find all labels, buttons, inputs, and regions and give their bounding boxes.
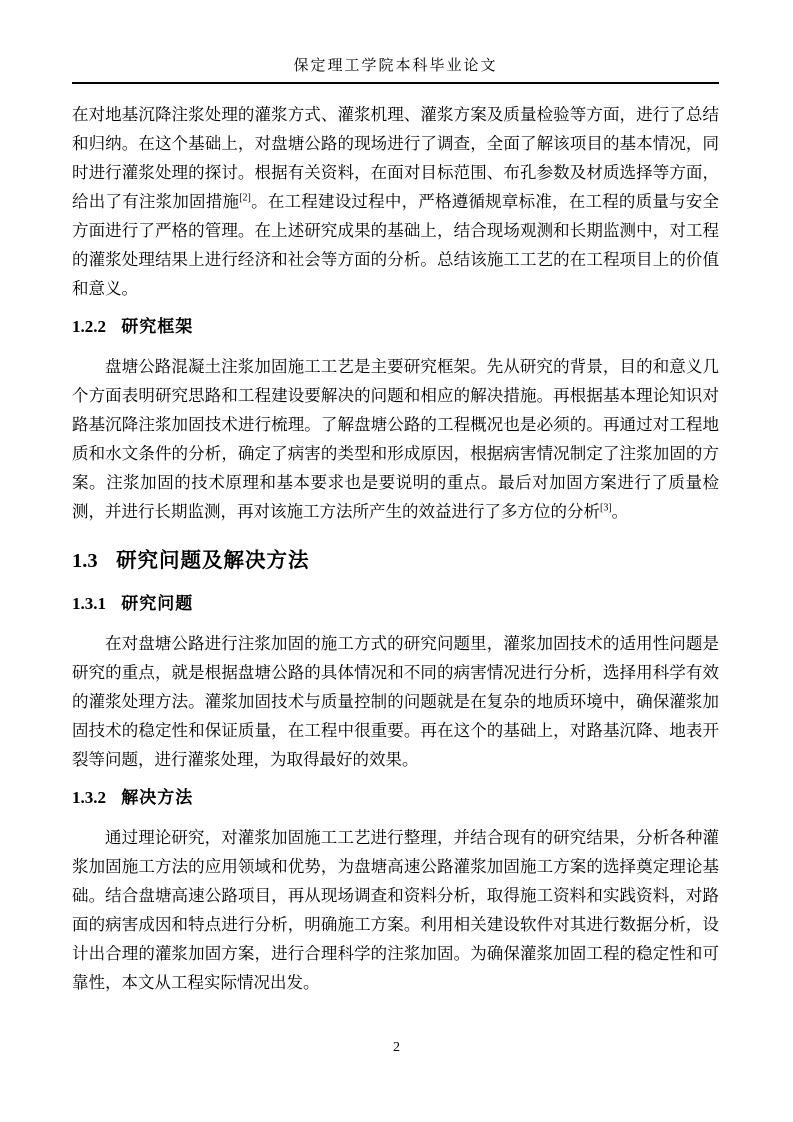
- section-heading-1-2-2: [72, 315, 719, 339]
- document-body: [72, 100, 719, 997]
- paragraph-text: 。在工程建设过程中，严格遵循规章标准，在工程的质量与安全方面进行了严格的管理。在上述研究成果的基础上，结合现场观测和长期监测中，对工程的灌浆处理结果上进行经济和社会等方面的分析。总结该施工工艺的在工程项目上的价值和意义。: [72, 192, 720, 298]
- page-number: 2: [393, 1040, 400, 1055]
- citation-ref-3: [3]: [600, 502, 612, 514]
- paragraph-text: 在对盘塘公路进行注浆加固的施工方式的研究问题里，灌浆加固技术的适用性问题是研究的重点，就是根据盘塘公路的具体情况和不同的病害情况进行分析，选择用科学有效的灌浆处理方法。灌浆加固技术与质量控制的问题就是在复杂的地质环境中，确保灌浆加固技术的稳定性和保证质量，在工程中很重要。再在这个的基础上，对路基沉降、地表开裂等问题，进行灌浆处理，为取得最好的效果。: [72, 634, 719, 769]
- section-number: 1.2.2: [72, 317, 106, 336]
- paragraph-text: 盘塘公路混凝土注浆加固施工工艺是主要研究框架。先从研究的背景，目的和意义几个方面表明研究思路和工程建设要解决的问题和相应的解决措施。再根据基本理论知识对路基沉降注浆加固技术进行梳理。了解盘塘公路的工程概况也是必须的。再通过对工程地质和水文条件的分析，确定了病害的类型和形成原因，根据病害情况制定了注浆加固的方案。注浆加固的技术原理和基本要求也是要说明的重点。最后对加固方案进行了质量检测，并进行长期监测，再对该施工方法所产生的效益进行了多方位的分析: [72, 357, 719, 521]
- paragraph-continuation: [72, 100, 719, 303]
- page-header: [72, 0, 719, 84]
- paragraph-research-framework: [72, 352, 719, 526]
- paragraph-text: 通过理论研究，对灌浆加固施工工艺进行整理，并结合现有的研究结果，分析各种灌浆加固施工方法的应用领域和优势，为盘塘高速公路灌浆加固施工方案的选择奠定理论基础。结合盘塘高速公路项目，再从现场调查和资料分析，取得施工资料和实践资料，对路面的病害成因和特点进行分析，明确施工方案。利用相关建设软件对其进行数据分析，设计出合理的灌浆加固方案，进行合理科学的注浆加固。为确保灌浆加固工程的稳定性和可靠性，本文从工程实际情况出发。: [72, 828, 719, 992]
- section-title: 研究框架: [121, 317, 194, 336]
- section-heading-1-3-2: [72, 786, 719, 810]
- section-title: 研究问题及解决方法: [116, 549, 310, 572]
- section-title: 解决方法: [121, 788, 194, 807]
- section-heading-1-3: [72, 547, 719, 575]
- section-number: 1.3.2: [72, 788, 106, 807]
- paragraph-text: 。: [611, 502, 629, 521]
- section-title: 研究问题: [121, 594, 194, 613]
- paragraph-research-questions: [72, 629, 719, 774]
- paragraph-text: 在对地基沉降注浆处理的灌浆方式、灌浆机理、灌浆方案及质量检验等方面，进行了总结和归纳。在这个基础上，对盘塘公路的现场进行了调查，全面了解该项目的基本情况，同时进行灌浆处理的探讨。根据有关资料，在面对目标范围、布孔参数及材质选择等方面，给出了有注浆加固措施: [72, 105, 719, 211]
- section-heading-1-3-1: [72, 592, 719, 616]
- citation-ref-2: [2]: [239, 192, 251, 204]
- paragraph-solution-methods: [72, 823, 719, 997]
- section-number: 1.3: [72, 550, 98, 572]
- header-title: 保定理工学院本科毕业论文: [293, 58, 498, 74]
- section-number: 1.3.1: [72, 594, 106, 613]
